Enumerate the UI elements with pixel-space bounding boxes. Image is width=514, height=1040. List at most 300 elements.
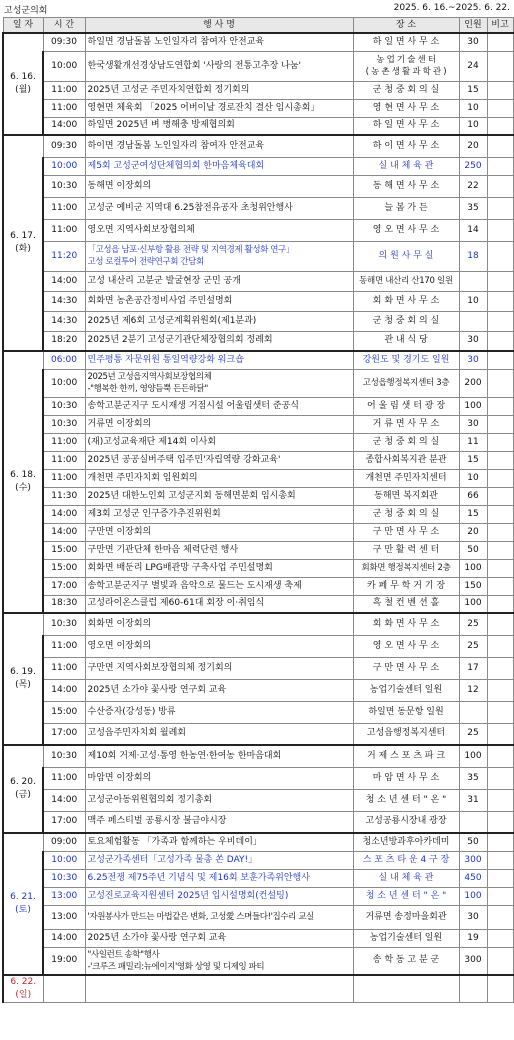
table-row (3, 291, 513, 311)
table-row (3, 33, 513, 51)
event-place: 군 청 중 회 의 실 (353, 505, 459, 523)
event-place: 흑 철 컨 벤 션 홀 (353, 595, 459, 613)
event-time: 10:00 (43, 369, 85, 397)
event-time: 19:00 (43, 947, 85, 975)
event-name: 민주평통 자문위원 통일역량강화 워크숍 (85, 351, 353, 369)
table-row (3, 851, 513, 869)
event-name: 영오면 지역사회보장협의체 (85, 219, 353, 241)
day-date: 6. 20. (10, 777, 36, 787)
event-place: 구 만 면 사 무 소 (353, 523, 459, 541)
table-row (3, 975, 513, 1003)
attendee-count: 24 (459, 51, 487, 81)
note-cell (487, 331, 513, 351)
attendee-count: 30 (459, 33, 487, 51)
attendee-count: 19 (459, 929, 487, 947)
table-row (3, 433, 513, 451)
attendee-count: 100 (459, 887, 487, 905)
note-cell (487, 219, 513, 241)
event-name: 송학고분군지구 별빛과 음악으로 물드는 도시재생 축제 (85, 577, 353, 595)
event-name: 회화면 이장회의 (85, 613, 353, 635)
note-cell (487, 595, 513, 613)
note-cell (487, 613, 513, 635)
event-time: 13:00 (43, 887, 85, 905)
event-time: 10:30 (43, 175, 85, 197)
event-place: 송 학 동 고 분 군 (353, 947, 459, 975)
event-name: 수산증자(강성동) 방류 (85, 701, 353, 723)
event-name: 제3회 고성군 인구증가추진위원회 (85, 505, 353, 523)
organization-name: 고성군의회 (4, 6, 48, 16)
col-header-event: 행 사 명 (85, 18, 353, 34)
attendee-count (459, 311, 487, 331)
table-row (3, 135, 513, 157)
event-time: 10:30 (43, 869, 85, 887)
table-row (3, 745, 513, 767)
event-place: 영 오 면 사 무 소 (353, 635, 459, 657)
event-name: 송학고분군지구 도시재생 거점시설 어울림샛터 준공식 (85, 397, 353, 415)
attendee-count: 30 (459, 351, 487, 369)
event-name: 2025년 소가야 꽃사랑 연구회 교육 (85, 929, 353, 947)
attendee-count: 10 (459, 99, 487, 117)
table-row (3, 929, 513, 947)
attendee-count: 35 (459, 767, 487, 789)
table-row (3, 157, 513, 175)
event-name: 고성라이온스클럽 제60-61대 회장 이·취임식 (85, 595, 353, 613)
table-row (3, 541, 513, 559)
event-place: 어 울 림 샛 터 광 장 (353, 397, 459, 415)
note-cell (487, 81, 513, 99)
table-row (3, 415, 513, 433)
event-time: 10:30 (43, 745, 85, 767)
table-row (3, 397, 513, 415)
event-name: 회화면 배둔리 LPG배관망 구축사업 주민설명회 (85, 559, 353, 577)
event-name: 고성읍주민자치회 월례회 (85, 723, 353, 745)
table-row (3, 789, 513, 811)
note-cell (487, 869, 513, 887)
day-date: 6. 18. (10, 470, 36, 480)
event-time: 18:30 (43, 595, 85, 613)
table-row (3, 487, 513, 505)
table-row (3, 311, 513, 331)
table-row (3, 811, 513, 833)
note-cell (487, 99, 513, 117)
col-header-date: 일 자 (3, 18, 43, 34)
event-name: 하일면 2025년 벼 병해충 방제협의회 (85, 117, 353, 135)
attendee-count: 25 (459, 613, 487, 635)
event-time: 14:00 (43, 523, 85, 541)
day-group (3, 975, 513, 1003)
day-group (3, 745, 513, 833)
attendee-count: 50 (459, 541, 487, 559)
attendee-count: 17 (459, 657, 487, 679)
table-row (3, 869, 513, 887)
note-cell (487, 833, 513, 851)
attendee-count: 35 (459, 197, 487, 219)
event-time: 11:00 (43, 469, 85, 487)
attendee-count: 22 (459, 175, 487, 197)
event-time: 06:00 (43, 351, 85, 369)
attendee-count: 30 (459, 415, 487, 433)
note-cell (487, 851, 513, 869)
event-time: 14:30 (43, 311, 85, 331)
event-time: 11:00 (43, 81, 85, 99)
day-date-cell (3, 745, 43, 833)
note-cell (487, 51, 513, 81)
event-place: 회 화 면 사 무 소 (353, 291, 459, 311)
event-place: 거 제 스 포 츠 파 크 (353, 745, 459, 767)
attendee-count: 12 (459, 679, 487, 701)
event-time: 10:30 (43, 415, 85, 433)
event-time: 14:00 (43, 679, 85, 701)
event-name: 하이면 경남돌봄 노인일자리 참여자 안전교육 (85, 135, 353, 157)
attendee-count: 50 (459, 833, 487, 851)
attendee-count: 100 (459, 559, 487, 577)
event-name: 구만면 이장회의 (85, 523, 353, 541)
attendee-count (459, 975, 487, 1003)
event-name: 고성군가족센터「고성가족 물총 쏜 DAY!」 (85, 851, 353, 869)
note-cell (487, 657, 513, 679)
event-name: "사일런트 송학"행사 -'크루즈 패밀리:뉴에이지'영화 상영 및 디제잉 파티 (85, 947, 353, 975)
event-place: 청 소 년 센 터 " 온 " (353, 887, 459, 905)
event-place: 영 오 면 사 무 소 (353, 219, 459, 241)
day-date-cell (3, 33, 43, 135)
attendee-count (459, 701, 487, 723)
table-row (3, 51, 513, 81)
event-name: 개천면 주민자치회 임원회의 (85, 469, 353, 487)
table-row (3, 117, 513, 135)
day-date: 6. 17. (10, 231, 36, 241)
event-name: 영오면 이장회의 (85, 635, 353, 657)
day-group (3, 613, 513, 745)
note-cell (487, 723, 513, 745)
event-place: 청소년방과후아카데미 (353, 833, 459, 851)
event-name: 2025년 제6회 고성군계획위원회(제1분과) (85, 311, 353, 331)
event-time: 15:00 (43, 559, 85, 577)
note-cell (487, 745, 513, 767)
table-row (3, 523, 513, 541)
event-time: 09:30 (43, 135, 85, 157)
event-name: 구만면 지역사회보장협의체 정기회의 (85, 657, 353, 679)
schedule-table (2, 17, 514, 1003)
event-name: 마암면 이장회의 (85, 767, 353, 789)
note-cell (487, 887, 513, 905)
event-place: 하일면 동문항 일원 (353, 701, 459, 723)
event-place: 개천면 주민자치센터 (353, 469, 459, 487)
col-header-count: 인원 (459, 18, 487, 34)
event-time: 10:00 (43, 157, 85, 175)
attendee-count: 10 (459, 469, 487, 487)
event-name: 제10회 거제·고성·통영 한농연·한여농 한마음대회 (85, 745, 353, 767)
event-place: 농 업 기 술 센 터 ( 농 촌 생 활 과 학 관 ) (353, 51, 459, 81)
table-row (3, 469, 513, 487)
event-name: 2025년 공공실버주택 입주민'자립역량 강화교육' (85, 451, 353, 469)
table-row (3, 723, 513, 745)
note-cell (487, 929, 513, 947)
day-weekday: (일) (15, 990, 32, 1000)
event-place: 스 포 츠 타 운 4 구 장 (353, 851, 459, 869)
table-row (3, 905, 513, 929)
day-date-cell (3, 833, 43, 975)
table-row (3, 701, 513, 723)
event-name: 구만면 기관단체 한마음 체력단련 행사 (85, 541, 353, 559)
event-place (353, 975, 459, 1003)
table-row (3, 369, 513, 397)
event-time: 10:30 (43, 613, 85, 635)
attendee-count: 20 (459, 523, 487, 541)
note-cell (487, 523, 513, 541)
event-place: 회 화 면 사 무 소 (353, 613, 459, 635)
event-place: 농업기술센터 일원 (353, 929, 459, 947)
event-name: 2025년 2분기 고성군기관단체장협의회 정례회 (85, 331, 353, 351)
event-place: 하 일 면 사 무 소 (353, 117, 459, 135)
note-cell (487, 157, 513, 175)
day-date-cell (3, 613, 43, 745)
table-row (3, 175, 513, 197)
note-cell (487, 811, 513, 833)
event-name: 제5회 고성군여성단체협의회 한마음체육대회 (85, 157, 353, 175)
col-header-place: 장 소 (353, 18, 459, 34)
table-row (3, 451, 513, 469)
note-cell (487, 397, 513, 415)
attendee-count: 25 (459, 723, 487, 745)
attendee-count: 300 (459, 947, 487, 975)
event-time: 13:00 (43, 905, 85, 929)
event-time: 11:00 (43, 635, 85, 657)
event-time: 14:00 (43, 929, 85, 947)
attendee-count: 31 (459, 789, 487, 811)
attendee-count: 15 (459, 505, 487, 523)
note-cell (487, 291, 513, 311)
event-place: 강원도 및 경기도 일원 (353, 351, 459, 369)
event-name: 2025년 고성읍지역사회보장협의체 -"행복한 한끼, 영양듬뿍 든든하닭" (85, 369, 353, 397)
event-place: 고성읍행정복지센터 3층 (353, 369, 459, 397)
note-cell (487, 541, 513, 559)
attendee-count: 100 (459, 595, 487, 613)
event-name: 2025년 소가야 꽃사랑 연구회 교육 (85, 679, 353, 701)
note-cell (487, 117, 513, 135)
event-time: 11:00 (43, 197, 85, 219)
event-time: 14:00 (43, 505, 85, 523)
event-time (43, 975, 85, 1003)
table-row (3, 577, 513, 595)
event-name: (재)고성교육재단 제14회 이사회 (85, 433, 353, 451)
table-row (3, 81, 513, 99)
event-place: 종합사회복지관 분관 (353, 451, 459, 469)
event-place: 영 현 면 사 무 소 (353, 99, 459, 117)
event-place: 카 페 무 학 거 기 장 (353, 577, 459, 595)
day-weekday: (월) (15, 85, 31, 95)
day-weekday: (토) (15, 905, 31, 915)
document-header (0, 0, 514, 17)
event-name: 거류면 이장회의 (85, 415, 353, 433)
event-place: 실 내 체 육 관 (353, 157, 459, 175)
event-time: 10:30 (43, 397, 85, 415)
event-place: 동 해 면 사 무 소 (353, 175, 459, 197)
event-name: 고성 내산리 고분군 발굴현장 군민 공개 (85, 271, 353, 291)
note-cell (487, 701, 513, 723)
note-cell (487, 197, 513, 219)
note-cell (487, 905, 513, 929)
event-time: 14:00 (43, 789, 85, 811)
day-date: 6. 21. (10, 892, 36, 902)
attendee-count (459, 811, 487, 833)
event-name: '자원봉사가 만드는 마법같은 변화, 고성愛 스며들다!'집수리 교실 (85, 905, 353, 929)
event-place: 거류면 송정마을회관 (353, 905, 459, 929)
note-cell (487, 433, 513, 451)
attendee-count: 150 (459, 577, 487, 595)
attendee-count: 15 (459, 451, 487, 469)
event-place: 구 만 면 사 무 소 (353, 657, 459, 679)
event-name: 2025년 대한노인회 고성군지회 동해면분회 임시총회 (85, 487, 353, 505)
day-date: 6. 16. (10, 72, 36, 82)
event-place: 고성공룡시장내 광장 (353, 811, 459, 833)
note-cell (487, 767, 513, 789)
day-group (3, 33, 513, 135)
event-time: 15:00 (43, 701, 85, 723)
day-group (3, 135, 513, 351)
event-place: 동해면 내산리 산170 일원 (353, 271, 459, 291)
col-header-time: 시 간 (43, 18, 85, 34)
event-name: 고성군 예비군 지역대 6.25참전유공자 초청위안행사 (85, 197, 353, 219)
note-cell (487, 947, 513, 975)
event-name: 한국생활개선경상남도연합회 '사랑의 전통고추장 나눔' (85, 51, 353, 81)
event-place: 관 내 식 당 (353, 331, 459, 351)
note-cell (487, 415, 513, 433)
note-cell (487, 577, 513, 595)
schedule-period: 2025. 6. 16.~2025. 6. 22. (393, 3, 510, 13)
event-name: 6.25전쟁 제75주년 기념식 및 제16회 보훈가족위안행사 (85, 869, 353, 887)
event-place: 회화면 행정복지센터 2층 (353, 559, 459, 577)
day-date: 6. 19. (10, 667, 36, 677)
event-time: 17:00 (43, 723, 85, 745)
event-name: 토요체험활동 「가족과 함께하는 우비데이」 (85, 833, 353, 851)
day-group (3, 351, 513, 613)
day-weekday: (목) (15, 680, 31, 690)
event-name: 고성진로교육지원센터 2025년 입시설명회(컨설팅) (85, 887, 353, 905)
col-header-note: 비고 (487, 18, 513, 34)
event-time: 15:00 (43, 541, 85, 559)
event-place: 거 류 면 사 무 소 (353, 415, 459, 433)
event-place: 군 청 중 회 의 실 (353, 311, 459, 331)
day-date-cell (3, 351, 43, 613)
attendee-count (459, 271, 487, 291)
attendee-count: 20 (459, 135, 487, 157)
attendee-count: 15 (459, 81, 487, 99)
note-cell (487, 635, 513, 657)
event-time: 14:30 (43, 291, 85, 311)
note-cell (487, 469, 513, 487)
event-time: 18:20 (43, 331, 85, 351)
note-cell (487, 135, 513, 157)
note-cell (487, 351, 513, 369)
event-name: 하일면 경남돌봄 노인일자리 참여자 안전교육 (85, 33, 353, 51)
event-name: 영현면 체육회 「2025 어버이날 경로잔치 결산 임시총회」 (85, 99, 353, 117)
event-time: 11:00 (43, 767, 85, 789)
note-cell (487, 559, 513, 577)
attendee-count: 100 (459, 745, 487, 767)
table-row (3, 241, 513, 271)
event-place: 농업기술센터 일원 (353, 679, 459, 701)
event-time: 10:00 (43, 851, 85, 869)
event-time: 11:00 (43, 451, 85, 469)
attendee-count: 66 (459, 487, 487, 505)
event-time: 11:00 (43, 99, 85, 117)
event-time: 14:00 (43, 117, 85, 135)
event-place: 군 청 중 회 의 실 (353, 81, 459, 99)
attendee-count: 30 (459, 331, 487, 351)
event-name: 2025년 고성군 주민자치연합회 정기회의 (85, 81, 353, 99)
note-cell (487, 311, 513, 331)
table-row (3, 679, 513, 701)
event-place: 늘 봄 가 든 (353, 197, 459, 219)
event-time: 11:00 (43, 219, 85, 241)
attendee-count: 11 (459, 433, 487, 451)
event-name (85, 975, 353, 1003)
table-row (3, 613, 513, 635)
attendee-count: 14 (459, 219, 487, 241)
day-weekday: (화) (15, 244, 31, 254)
attendee-count: 10 (459, 291, 487, 311)
table-row (3, 595, 513, 613)
event-time: 17:00 (43, 577, 85, 595)
table-row (3, 219, 513, 241)
table-header-row (3, 18, 513, 34)
note-cell (487, 175, 513, 197)
event-time: 11:30 (43, 487, 85, 505)
table-row (3, 197, 513, 219)
note-cell (487, 451, 513, 469)
note-cell (487, 975, 513, 1003)
event-time: 14:00 (43, 271, 85, 291)
note-cell (487, 369, 513, 397)
note-cell (487, 789, 513, 811)
event-time: 11:00 (43, 433, 85, 451)
event-name: 맥주 페스티벌 공룡시장 불금야시장 (85, 811, 353, 833)
attendee-count: 250 (459, 157, 487, 175)
table-row (3, 947, 513, 975)
day-date-cell (3, 135, 43, 351)
day-weekday: (수) (15, 483, 31, 493)
table-row (3, 887, 513, 905)
note-cell (487, 505, 513, 523)
event-place: 청 소 년 센 터 " 온 " (353, 789, 459, 811)
table-row (3, 833, 513, 851)
attendee-count: 25 (459, 635, 487, 657)
event-time: 17:00 (43, 811, 85, 833)
day-weekday: (금) (15, 790, 31, 800)
event-place: 구 만 활 력 센 터 (353, 541, 459, 559)
attendee-count: 18 (459, 241, 487, 271)
table-row (3, 635, 513, 657)
attendee-count: 100 (459, 397, 487, 415)
day-date-cell (3, 975, 43, 1003)
event-time: 11:00 (43, 657, 85, 679)
event-time: 10:00 (43, 51, 85, 81)
event-place: 하 일 면 사 무 소 (353, 33, 459, 51)
attendee-count: 200 (459, 369, 487, 397)
event-time: 11:20 (43, 241, 85, 271)
event-place: 동해면 복지회관 (353, 487, 459, 505)
day-group (3, 833, 513, 975)
attendee-count: 450 (459, 869, 487, 887)
note-cell (487, 487, 513, 505)
event-name: 동해면 이장회의 (85, 175, 353, 197)
table-row (3, 271, 513, 291)
event-name: 고성군아동위원협의회 정기총회 (85, 789, 353, 811)
note-cell (487, 679, 513, 701)
note-cell (487, 241, 513, 271)
table-row (3, 767, 513, 789)
day-date: 6. 22. (10, 977, 37, 987)
